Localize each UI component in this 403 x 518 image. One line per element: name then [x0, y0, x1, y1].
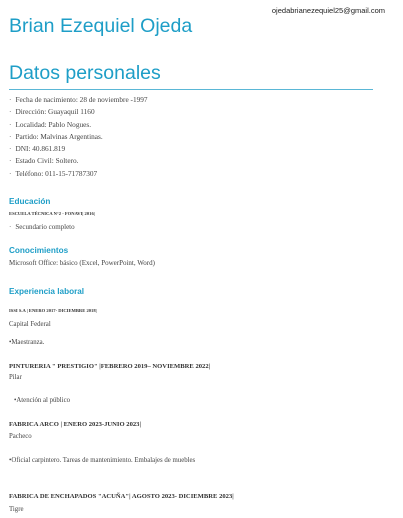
- job-header-acuna: FABRICA DE ENCHAPADOS "ACUÑA"| AGOSTO 2023- DICIEMBRE 2023|: [9, 493, 234, 500]
- personal-data-heading: Datos personales: [9, 62, 161, 84]
- candidate-name: Brian Ezequiel Ojeda: [9, 15, 193, 37]
- email-address: ojedabrianezequiel25@gmail.com: [271, 6, 385, 15]
- knowledge-detail: Microsoft Office: básico (Excel, PowerPoint, Word): [9, 259, 155, 267]
- school-name: ESCUELA TÉCNICA N°2 - FONAVI| 2016|: [9, 211, 95, 216]
- job-header-prestigio: PINTURERIA " PRESTIGIO" |FEBRERO 2019– NOVIEMBRE 2022|: [9, 363, 211, 370]
- job-place-issi: Capital Federal: [9, 321, 51, 328]
- job-header-arco: FABRICA ARCO | ENERO 2023-JUNIO 2023|: [9, 421, 141, 428]
- job-header-issi: ISSI S.A | ENERO 2017- DICIEMBRE 2018|: [9, 308, 97, 313]
- address-item: · Dirección: Guayaquil 1160: [9, 106, 148, 118]
- district-item: · Partido: Malvinas Argentinas.: [9, 131, 148, 143]
- job-place-prestigio: Pilar: [9, 374, 22, 381]
- civil-status-item: · Estado Civil: Soltero.: [9, 155, 148, 167]
- education-heading: Educación: [9, 197, 51, 206]
- birth-date-item: · Fecha de nacimiento: 28 de noviembre -1997: [9, 94, 148, 106]
- dni-item: · DNI: 40.861.819: [9, 143, 148, 155]
- job-task-arco: •Oficial carpintero. Tareas de mantenimiento. Embalajes de muebles: [9, 457, 196, 464]
- locality-item: · Localidad: Pablo Nogues.: [9, 119, 148, 131]
- education-detail: · Secundario completo: [9, 223, 75, 231]
- job-task-issi: •Maestranza.: [9, 339, 45, 346]
- section-divider: [9, 89, 373, 90]
- experience-heading: Experiencia laboral: [9, 287, 85, 296]
- knowledge-heading: Conocimientos: [9, 246, 69, 255]
- job-task-prestigio: •Atención al público: [14, 397, 70, 404]
- phone-item: · Teléfono: 011-15-71787307: [9, 168, 148, 180]
- job-place-arco: Pacheco: [9, 433, 32, 440]
- personal-data-list: [9, 94, 148, 180]
- job-place-acuna: Tigre: [9, 506, 24, 513]
